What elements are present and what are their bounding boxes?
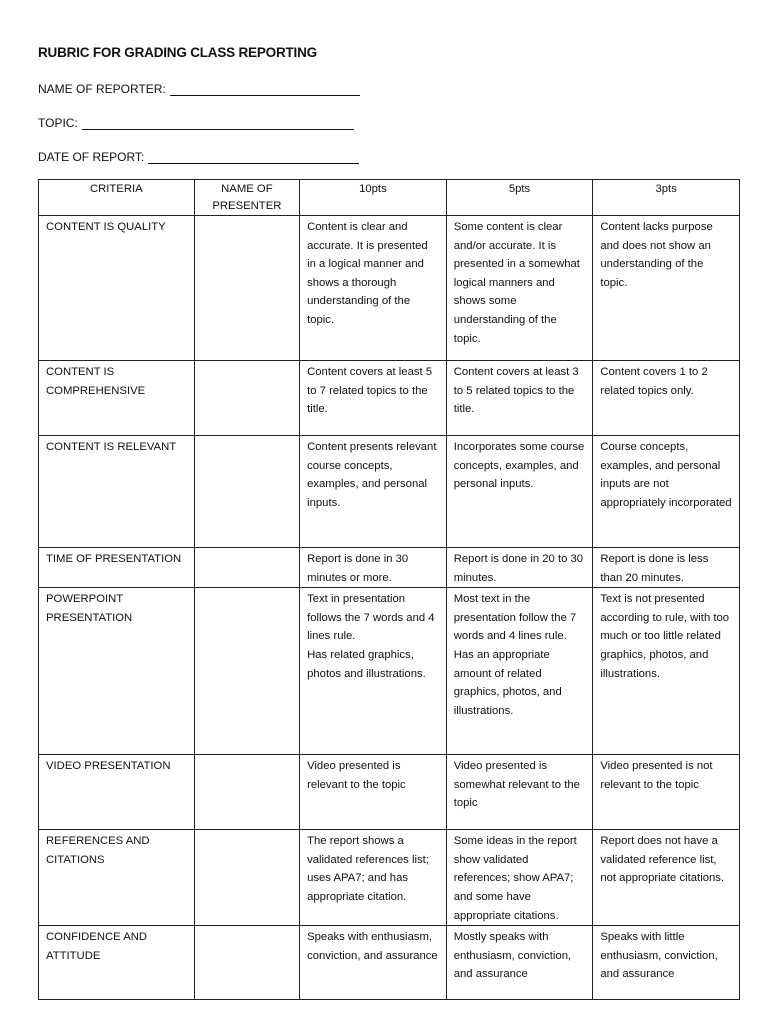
reporter-name-blank-line [170,85,360,96]
ten-points-cell: The report shows a validated references list; uses APA7; and has appropriate citation. [300,830,447,926]
table-row [39,830,740,926]
five-points-cell: Most text in the presentation follow the 7 words and 4 lines rule. Has an appropriate amount of related graphics, photos, and illustrations. [446,588,593,755]
presenter-cell [194,830,299,926]
ten-points-cell: Video presented is relevant to the topic [300,755,447,830]
topic-blank-line [82,119,354,130]
ten-points-cell: Text in presentation follows the 7 words and 4 lines rule. Has related graphics, photos and illustrations. [300,588,447,755]
three-points-cell: Content covers 1 to 2 related topics only. [593,361,740,436]
criteria-cell: CONTENT IS RELEVANT [39,436,195,548]
three-points-cell: Speaks with little enthusiasm, conviction, and assurance [593,926,740,1000]
criteria-cell: POWERPOINT PRESENTATION [39,588,195,755]
five-points-cell: Some ideas in the report show validated references; show APA7; and some have appropriate citations. [446,830,593,926]
criteria-cell: REFERENCES AND CITATIONS [39,830,195,926]
table-row [39,755,740,830]
table-row [39,361,740,436]
five-points-cell: Content covers at least 3 to 5 related topics to the title. [446,361,593,436]
topic-field [38,116,354,130]
table-row [39,926,740,1000]
table-header-row [39,180,740,216]
table-row [39,216,740,361]
five-points-cell: Video presented is somewhat relevant to the topic [446,755,593,830]
report-date-blank-line [148,153,359,164]
ten-points-cell: Content covers at least 5 to 7 related topics to the title. [300,361,447,436]
criteria-cell: CONFIDENCE AND ATTITUDE [39,926,195,1000]
ten-points-cell: Content is clear and accurate. It is presented in a logical manner and shows a thorough understanding of the topic. [300,216,447,361]
presenter-cell [194,436,299,548]
five-points-cell: Incorporates some course concepts, examples, and personal inputs. [446,436,593,548]
reporter-name-field [38,82,360,96]
three-points-cell: Text is not presented according to rule, with too much or too little related graphics, photos, and illustrations. [593,588,740,755]
reporter-name-label: NAME OF REPORTER: [38,82,166,96]
table-row [39,548,740,588]
header-3pts: 3pts [593,180,740,216]
criteria-cell: TIME OF PRESENTATION [39,548,195,588]
five-points-cell: Mostly speaks with enthusiasm, conviction, and assurance [446,926,593,1000]
header-5pts: 5pts [446,180,593,216]
header-criteria: CRITERIA [39,180,195,216]
presenter-cell [194,588,299,755]
three-points-cell: Report does not have a validated reference list, not appropriate citations. [593,830,740,926]
header-name-of-presenter: NAME OF PRESENTER [194,180,299,216]
three-points-cell: Content lacks purpose and does not show an understanding of the topic. [593,216,740,361]
three-points-cell: Report is done is less than 20 minutes. [593,548,740,588]
report-date-label: DATE OF REPORT: [38,150,145,164]
presenter-cell [194,548,299,588]
ten-points-cell: Speaks with enthusiasm, conviction, and assurance [300,926,447,1000]
report-date-field [38,150,359,164]
rubric-table [38,179,740,1000]
document-title: RUBRIC FOR GRADING CLASS REPORTING [38,45,317,60]
criteria-cell: CONTENT IS QUALITY [39,216,195,361]
three-points-cell: Video presented is not relevant to the topic [593,755,740,830]
table-row [39,588,740,755]
presenter-cell [194,361,299,436]
three-points-cell: Course concepts, examples, and personal inputs are not appropriately incorporated [593,436,740,548]
criteria-cell: CONTENT IS COMPREHENSIVE [39,361,195,436]
criteria-cell: VIDEO PRESENTATION [39,755,195,830]
topic-label: TOPIC: [38,116,78,130]
five-points-cell: Some content is clear and/or accurate. It is presented in a somewhat logical manners and shows some understanding of the topic. [446,216,593,361]
presenter-cell [194,926,299,1000]
five-points-cell: Report is done in 20 to 30 minutes. [446,548,593,588]
ten-points-cell: Content presents relevant course concepts, examples, and personal inputs. [300,436,447,548]
header-10pts: 10pts [300,180,447,216]
presenter-cell [194,755,299,830]
ten-points-cell: Report is done in 30 minutes or more. [300,548,447,588]
table-row [39,436,740,548]
presenter-cell [194,216,299,361]
